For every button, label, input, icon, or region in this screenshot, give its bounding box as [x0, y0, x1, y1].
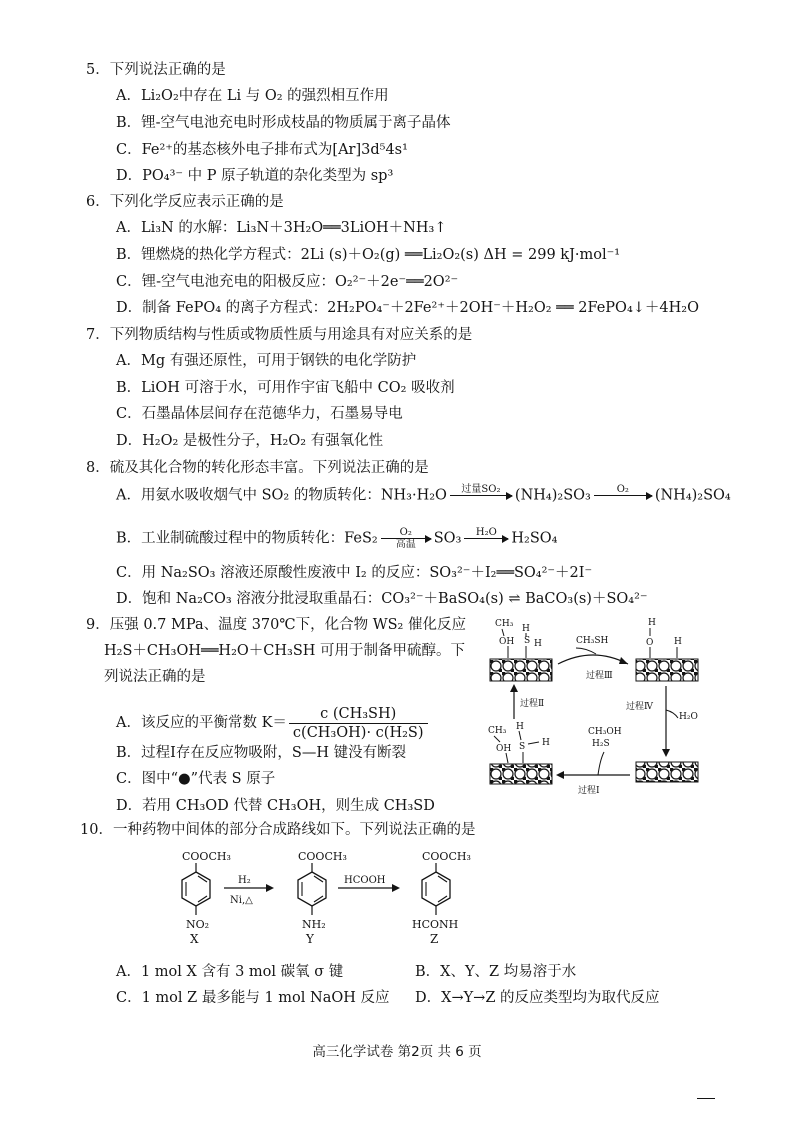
- q8-a-arrow1-label: 过量SO₂: [461, 484, 501, 495]
- q8-option-a: [116, 484, 731, 507]
- x-substituent-top: COOCH₃: [182, 850, 231, 863]
- fig-tr-h2: H: [674, 637, 682, 647]
- q8-stem: 8．硫及其化合物的转化形态丰富。下列说法正确的是: [86, 460, 429, 476]
- q9-stem-line3: 列说法正确的是: [104, 669, 206, 685]
- q9-catalytic-cycle-figure: [478, 612, 710, 818]
- q6-option-d: D．制备 FePO₄ 的离子方程式：2H₂PO₄⁻＋2Fe²⁺＋2OH⁻＋H₂O₂ ══ 2FePO₄↓＋4H₂O: [116, 300, 699, 316]
- q8-b-prefix: B．工业制硫酸过程中的物质转化：FeS₂: [116, 530, 378, 547]
- corner-dash: [697, 1098, 715, 1099]
- q5-option-d: D．PO₄³⁻ 中 P 原子轨道的杂化类型为 sp³: [116, 168, 394, 184]
- q5-stem: 5．下列说法正确的是: [86, 62, 226, 78]
- z-substituent-bottom: HCONH: [412, 918, 459, 931]
- q5-option-c: C．Fe²⁺的基态核外电子排布式为[Ar]3d⁵4s¹: [116, 142, 408, 158]
- fig-bl-s: S: [519, 742, 526, 752]
- q9-option-d: D．若用 CH₃OD 代替 CH₃OH，则生成 CH₃SD: [116, 798, 435, 814]
- q8-b-arrow1-top: O₂: [399, 527, 412, 538]
- fig-product-h2o: H₂O: [679, 712, 698, 722]
- q9-a-prefix: A．该反应的平衡常数 K＝: [116, 715, 287, 731]
- q9-stem-line2: H₂S＋CH₃OH══H₂O＋CH₃SH 可用于制备甲硫醇。下: [104, 643, 466, 659]
- q8-b-end: H₂SO₄: [511, 530, 558, 547]
- fig-step1-label: 过程Ⅰ: [578, 786, 600, 796]
- q10-synthesis-route: [166, 846, 486, 952]
- y-label: Y: [306, 932, 314, 946]
- arrow2-reagent: HCOOH: [344, 875, 386, 886]
- q10-option-d: D．X→Y→Z 的反应类型均为取代反应: [415, 990, 660, 1006]
- catalyst-surface-top-right: [636, 659, 698, 681]
- fig-bl-ch3: CH₃: [488, 726, 507, 736]
- catalyst-surface-top-left: [490, 659, 552, 681]
- x-substituent-bottom: NO₂: [186, 918, 210, 931]
- q8-b-arrow2-label: H₂O: [475, 527, 497, 538]
- arrow1-condition: Ni,△: [230, 895, 253, 906]
- fig-product-ch3sh: CH₃SH: [576, 636, 609, 646]
- q8-option-d: D．饱和 Na₂CO₃ 溶液分批浸取重晶石：CO₃²⁻＋BaSO₄(s) ⇌ BaCO₃(s)＋SO₄²⁻: [116, 591, 648, 607]
- q8-a-arrow1: [450, 484, 512, 507]
- q10-stem: 10．一种药物中间体的部分合成路线如下。下列说法正确的是: [80, 822, 476, 838]
- fig-tr-o: O: [646, 638, 654, 648]
- q8-a-mid: (NH₄)₂SO₃: [514, 487, 591, 504]
- catalyst-surface-bottom-left: [490, 764, 552, 784]
- q9-a-denominator: c(CH₃OH)· c(H₂S): [292, 724, 424, 741]
- fig-tl-ch3: CH₃: [495, 619, 514, 629]
- y-substituent-top: COOCH₃: [298, 850, 347, 863]
- q10-option-c: C．1 mol Z 最多能与 1 mol NaOH 反应: [116, 990, 390, 1006]
- q6-option-b: B．锂燃烧的热化学方程式：2Li (s)＋O₂(g) ══Li₂O₂(s) ΔH = 299 kJ·mol⁻¹: [116, 247, 621, 263]
- page-footer: 高三化学试卷 第2页 共 6 页: [312, 1044, 482, 1060]
- q9-option-b: B．过程Ⅰ存在反应物吸附，S—H 键没有断裂: [116, 745, 407, 761]
- q6-option-c: C．锂-空气电池充电的阳极反应：O₂²⁻＋2e⁻══2O²⁻: [116, 274, 459, 290]
- fig-bl-oh: OH: [496, 744, 512, 754]
- fig-step2-label: 过程Ⅱ: [520, 699, 545, 709]
- fig-reactant-ch3oh: CH₃OH: [588, 727, 622, 737]
- z-label: Z: [430, 932, 439, 946]
- q8-b-mid: SO₃: [433, 530, 462, 547]
- q6-stem: 6．下列化学反应表示正确的是: [86, 194, 284, 210]
- fig-tl-h1: H: [522, 624, 530, 634]
- arrow1-reagent: H₂: [238, 875, 251, 886]
- q8-a-arrow2: [594, 484, 652, 507]
- q8-a-end: (NH₄)₂SO₄: [654, 487, 731, 504]
- q10-option-b: B．X、Y、Z 均易溶于水: [415, 964, 577, 980]
- fig-step4-label: 过程Ⅳ: [626, 702, 653, 712]
- fig-bl-h2: H: [542, 738, 550, 748]
- q6-option-a: A．Li₃N 的水解：Li₃N＋3H₂O══3LiOH＋NH₃↑: [116, 220, 447, 236]
- q9-option-a: [116, 704, 428, 742]
- arrow-step3: [558, 655, 628, 664]
- q9-stem-line1: 9．压强 0.7 MPa、温度 370℃下，化合物 WS₂ 催化反应: [86, 617, 466, 633]
- q10-option-a: A．1 mol X 含有 3 mol 碳氧 σ 键: [116, 964, 344, 980]
- fig-tr-h1: H: [648, 618, 656, 628]
- y-substituent-bottom: NH₂: [302, 918, 326, 931]
- q8-option-b: [116, 527, 557, 550]
- catalyst-surface-bottom-right: [636, 762, 698, 782]
- q8-b-arrow1-bot: 高温: [395, 539, 416, 550]
- fig-step3-label: 过程Ⅲ: [586, 671, 613, 681]
- q7-stem: 7．下列物质结构与性质或物质性质与用途具有对应关系的是: [86, 327, 473, 343]
- q8-a-prefix: A．用氨水吸收烟气中 SO₂ 的物质转化：NH₃·H₂O: [116, 487, 447, 504]
- q7-option-d: D．H₂O₂ 是极性分子，H₂O₂ 有强氧化性: [116, 433, 384, 449]
- q9-a-numerator: c (CH₃SH): [289, 705, 428, 724]
- q7-option-b: B．LiOH 可溶于水，可用作宇宙飞船中 CO₂ 吸收剂: [116, 380, 455, 396]
- fig-bl-h1: H: [516, 722, 524, 732]
- q8-a-arrow2-label: O₂: [616, 484, 629, 495]
- z-substituent-top: COOCH₃: [422, 850, 471, 863]
- q7-option-c: C．石墨晶体层间存在范德华力，石墨易导电: [116, 406, 403, 422]
- fig-tl-s: S: [524, 636, 531, 646]
- fig-tl-h2: H: [534, 639, 542, 649]
- q9-option-c: C．图中“●”代表 S 原子: [116, 771, 276, 787]
- q5-option-a: A．Li₂O₂中存在 Li 与 O₂ 的强烈相互作用: [116, 88, 389, 104]
- fig-reactant-h2s: H₂S: [592, 739, 610, 749]
- fig-tl-oh: OH: [499, 637, 515, 647]
- q8-b-arrow1: [381, 527, 431, 550]
- x-label: X: [190, 932, 199, 946]
- q7-option-a: A．Mg 有强还原性，可用于钢铁的电化学防护: [116, 353, 417, 369]
- q8-option-c: C．用 Na₂SO₃ 溶液还原酸性废液中 I₂ 的反应：SO₃²⁻＋I₂══SO₄²⁻＋2I⁻: [116, 565, 593, 581]
- q9-a-fraction: [289, 705, 428, 742]
- q5-option-b: B．锂-空气电池充电时形成枝晶的物质属于离子晶体: [116, 115, 451, 131]
- q8-b-arrow2: [464, 527, 508, 550]
